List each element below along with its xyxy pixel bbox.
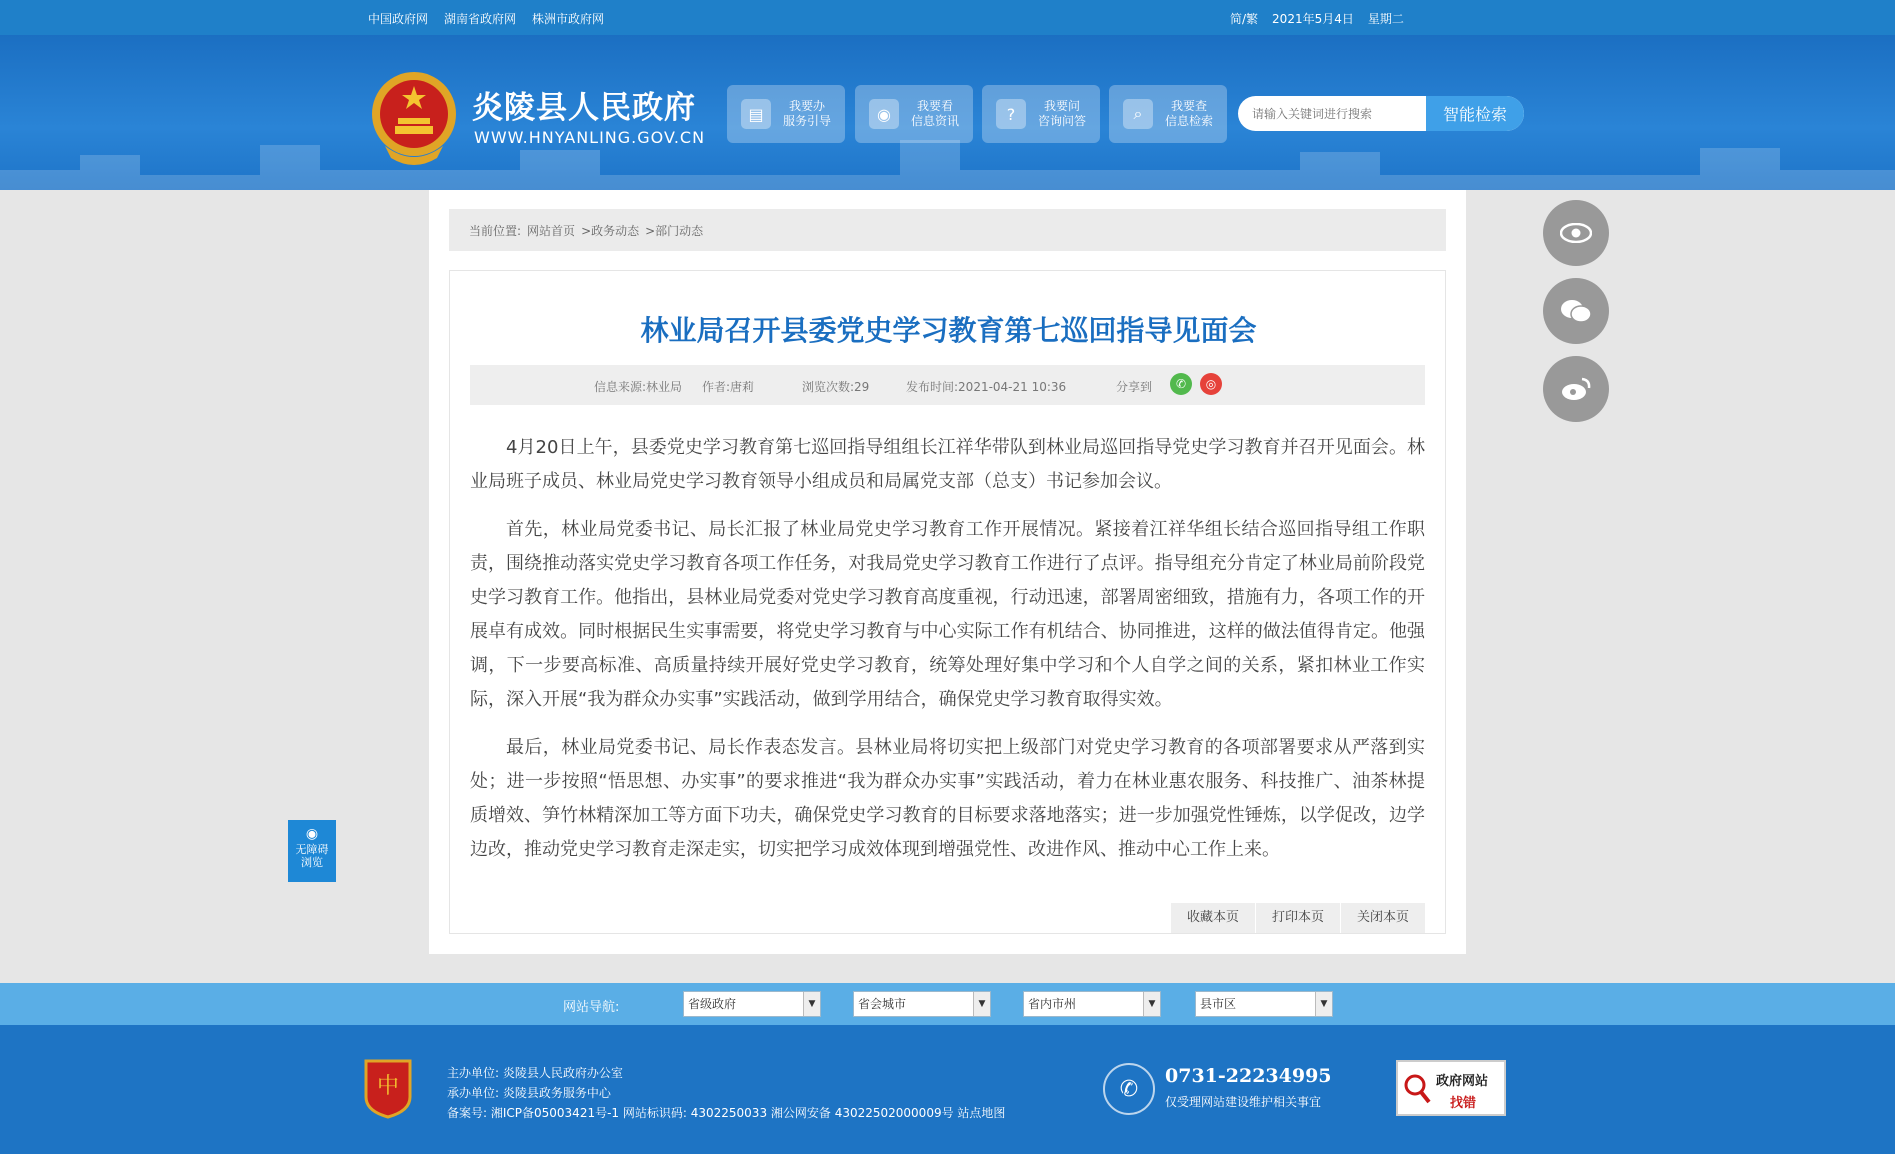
party-gov-badge-icon[interactable]: [362, 1057, 414, 1119]
weibo-icon: [1560, 376, 1592, 402]
chevron-down-icon: ▼: [1315, 992, 1332, 1016]
meta-views: 浏览次数:29: [802, 380, 870, 394]
quick-label: 我要问: [1044, 99, 1081, 113]
phone-icon: ✆: [1103, 1063, 1155, 1115]
search-box: [1238, 96, 1524, 131]
article-paragraph: 最后，林业局党委书记、局长作表态发言。县林业局将切实把上级部门对党史学习教育的各项部署要求从严落到实处；进一步按照“悟思想、办实事”的要求推进“我为群众办实事”实践活动，着力在林业惠农服务、科技推广、油茶林提质增效、笋竹林精深加工等方面下功夫，确保党史学习教育的目标要求落地落实；进一步加强党性锤炼，以学促改，边学边改，推动党史学习教育走深走实，切实把学习成效体现到增强党性、改进作风、推动中心工作上来。: [470, 737, 1425, 860]
float-wechat-button[interactable]: [1543, 278, 1609, 344]
quick-label: 我要查: [1171, 99, 1208, 113]
bookmark-button[interactable]: 收藏本页: [1170, 903, 1255, 933]
article-title: 林业局召开县委党史学习教育第七巡回指导见面会: [640, 314, 1257, 347]
article-paragraph: 4月20日上午，县委党史学习教育第七巡回指导组组长江祥华带队到林业局巡回指导党史学习教育并召开见面会。林业局班子成员、林业局党史学习教育领导小组成员和局属党支部（总支）书记参加会议。: [470, 437, 1425, 492]
quick-sublabel: 咨询问答: [1038, 114, 1087, 128]
top-links: [368, 10, 604, 27]
breadcrumb-home[interactable]: 网站首页: [527, 223, 576, 238]
main-content: [429, 190, 1466, 954]
wechat-icon: [1560, 298, 1592, 324]
svg-text:中: 中: [376, 1074, 400, 1099]
accessibility-button[interactable]: [288, 820, 336, 882]
chevron-down-icon: ▼: [973, 992, 990, 1016]
footer-host: 主办单位: 炎陵县人民政府办公室: [447, 1066, 623, 1080]
accessibility-sublabel: 浏览: [301, 856, 323, 869]
quick-ask-button[interactable]: [982, 85, 1100, 143]
close-page-button[interactable]: 关闭本页: [1340, 903, 1425, 933]
article-body: [470, 431, 1425, 881]
select-value: 县市区: [1200, 997, 1237, 1011]
report-error-button[interactable]: [1396, 1060, 1506, 1116]
select-value: 省内市州: [1028, 997, 1077, 1011]
document-icon: ▤: [741, 99, 771, 129]
site-nav-label: 网站导航:: [563, 1000, 620, 1015]
lang-switch[interactable]: 简/繁: [1230, 12, 1259, 26]
site-title: 炎陵县人民政府: [472, 90, 696, 126]
wechat-share-icon[interactable]: ✆: [1170, 373, 1192, 395]
quick-sublabel: 服务引导: [783, 114, 832, 128]
site-nav-bar: [0, 983, 1895, 1025]
article-meta: [470, 365, 1425, 405]
national-emblem-logo: [367, 68, 461, 168]
link-central-gov[interactable]: 中国政府网: [368, 12, 429, 26]
footer-info: [447, 1063, 1005, 1123]
search-input[interactable]: [1252, 96, 1432, 131]
magnifier-icon: [1402, 1070, 1432, 1110]
header: [0, 35, 1895, 190]
footer-record: 备案号: 湘ICP备05003421号-1 网站标识码: 4302250033 湘公网安备 43022502000009号 站点地图: [447, 1106, 1006, 1120]
question-icon: ?: [996, 99, 1026, 129]
float-weibo-button[interactable]: [1543, 356, 1609, 422]
select-prefecture[interactable]: [1023, 991, 1161, 1017]
quick-info-button[interactable]: [855, 85, 973, 143]
report-error-title: 政府网站: [1436, 1074, 1489, 1089]
quick-search-button[interactable]: [1109, 85, 1227, 143]
select-provincial[interactable]: [683, 991, 821, 1017]
accessibility-label: 无障碍: [295, 843, 329, 856]
meta-source: 信息来源:林业局: [594, 380, 683, 394]
search-button[interactable]: 智能检索: [1426, 96, 1524, 131]
top-right: [1230, 10, 1404, 27]
weibo-share-icon[interactable]: ◎: [1200, 373, 1222, 395]
quick-label: 我要看: [917, 99, 954, 113]
float-eye-button[interactable]: [1543, 200, 1609, 266]
meta-share-label: 分享到: [1116, 380, 1153, 394]
breadcrumb-label: 当前位置:: [469, 223, 522, 238]
breadcrumb-gov-news[interactable]: >政务动态: [581, 223, 640, 238]
current-date: 2021年5月4日: [1272, 12, 1354, 26]
quick-service-button[interactable]: [727, 85, 845, 143]
eye-icon: [1560, 223, 1592, 243]
select-value: 省会城市: [858, 997, 907, 1011]
quick-sublabel: 信息资讯: [911, 114, 960, 128]
article-paragraph: 首先，林业局党委书记、局长汇报了林业局党史学习教育工作开展情况。紧接着江祥华组长结合巡回指导组工作职责，围绕推动落实党史学习教育各项工作任务，对我局党史学习教育工作进行了点评。指导组充分肯定了林业局前阶段党史学习教育工作。他指出，县林业局党委对党史学习教育高度重视，行动迅速，部署周密细致，措施有力，各项工作的开展卓有成效。同时根据民生实事需要，将党史学习教育与中心实际工作有机结合、协同推进，这样的做法值得肯定。他强调，下一步要高标准、高质量持续开展好党史学习教育，统筹处理好集中学习和个人自学之间的关系，紧扣林业工作实际，深入开展“我为群众办实事”实践活动，做到学用结合，确保党史学习教育取得实效。: [470, 519, 1425, 710]
breadcrumb: [449, 209, 1446, 251]
select-county[interactable]: [1195, 991, 1333, 1017]
eye-icon: ◉: [869, 99, 899, 129]
eye-icon: ◉: [305, 826, 319, 842]
report-error-label: 找错: [1450, 1096, 1477, 1111]
link-zhuzhou-gov[interactable]: 株洲市政府网: [532, 12, 605, 26]
site-url: WWW.HNYANLING.GOV.CN: [474, 128, 706, 147]
print-button[interactable]: 打印本页: [1255, 903, 1340, 933]
chevron-down-icon: ▼: [1143, 992, 1160, 1016]
footer-undertake: 承办单位: 炎陵县政务服务中心: [447, 1086, 611, 1100]
select-capital-city[interactable]: [853, 991, 991, 1017]
quick-sublabel: 信息检索: [1165, 114, 1214, 128]
contact-phone: 0731-22234995: [1165, 1065, 1332, 1087]
link-hunan-gov[interactable]: 湖南省政府网: [444, 12, 517, 26]
footer: [0, 1025, 1895, 1154]
current-weekday: 星期二: [1367, 12, 1404, 26]
chevron-down-icon: ▼: [803, 992, 820, 1016]
quick-label: 我要办: [789, 99, 826, 113]
select-value: 省级政府: [688, 997, 737, 1011]
article: [449, 270, 1446, 934]
search-icon: ⌕: [1123, 99, 1153, 129]
top-bar: [0, 0, 1895, 35]
meta-author: 作者:唐莉: [702, 380, 755, 394]
breadcrumb-dept-news[interactable]: >部门动态: [645, 223, 704, 238]
article-actions: [1170, 903, 1425, 933]
contact-phone-note: 仅受理网站建设维护相关事宜: [1165, 1095, 1322, 1109]
meta-published: 发布时间:2021-04-21 10:36: [906, 380, 1067, 394]
